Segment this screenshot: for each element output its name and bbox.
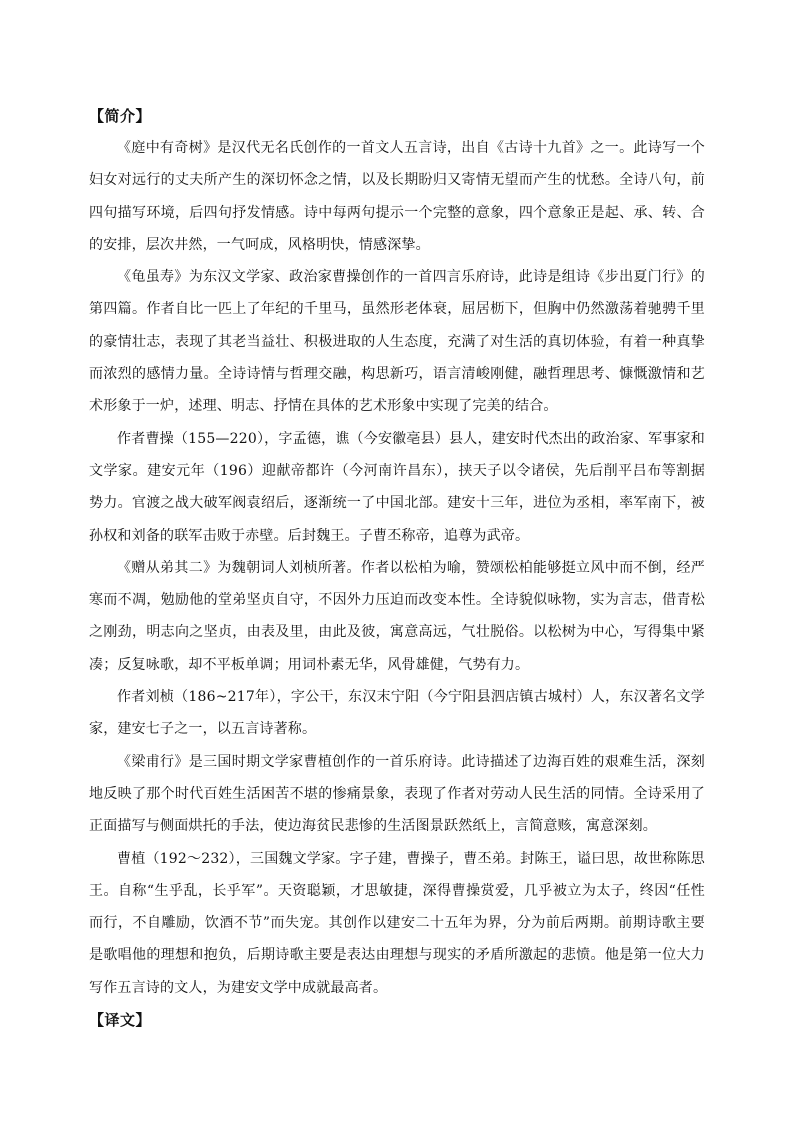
paragraph-guisuishou: 《龟虽寿》为东汉文学家、政治家曹操创作的一首四言乐府诗，此诗是组诗《步出夏门行》的第四篇。作者自比一匹上了年纪的千里马，虽然形老体衰，屈居枥下，但胸中仍然激荡着驰骋千里的豪情壮志，表现了其老当益壮、积极进取的人生态度，充满了对生活的真切体验，有着一种真挚而浓烈的感情力量。全诗诗情与哲理交融，构思新巧，语言清峻刚健，融哲理思考、慷慨激情和艺术形象于一炉，述理、明志、抒情在具体的艺术形象中实现了完美的结合。 [89, 269, 705, 415]
paragraph-author-caocao: 作者曹操（155—220），字孟德，谯（今安徽亳县）县人，建安时代杰出的政治家、军事家和文学家。建安元年（196）迎献帝都许（今河南许昌东），挟天子以令诸侯，先后削平吕布等割据势力。官渡之战大破军阀袁绍后，逐渐统一了中国北部。建安十三年，进位为丞相，率军南下，被孙权和刘备的联军击败于赤壁。后封魏王。子曹丕称帝，追尊为武帝。 [89, 430, 705, 544]
intro-heading: 【简介】 [89, 107, 152, 125]
paragraph-liangfuxing: 《梁甫行》是三国时期文学家曹植创作的一首乐府诗。此诗描述了边海百姓的艰难生活，深刻地反映了那个时代百姓生活困苦不堪的惨痛景象，表现了作者对劳动人民生活的同情。全诗采用了正面描写与侧面烘托的手法，使边海贫民悲惨的生活图景跃然纸上，言简意赅，寓意深刻。 [89, 753, 705, 835]
paragraph-author-caozhi: 曹植（192～232），三国魏文学家。字子建，曹操子，曹丕弟。封陈王，谥曰思，故世称陈思王。自称“生乎乱，长乎军”。天资聪颖，才思敏捷，深得曹操赏爱，几乎被立为太子，终因“任性而行，不自雕励，饮酒不节”而失宠。其创作以建安二十五年为界，分为前后两期。前期诗歌主要是歌唱他的理想和抱负，后期诗歌主要是表达由理想与现实的矛盾所激起的悲愤。他是第一位大力写作五言诗的文人，为建安文学中成就最高者。 [89, 850, 705, 996]
translation-heading: 【译文】 [89, 1011, 152, 1030]
paragraph-zengcongdi: 《赠从弟其二》为魏朝词人刘桢所著。作者以松柏为喻，赞颂松柏能够挺立风中而不倒，经严寒而不凋，勉励他的堂弟坚贞自守，不因外力压迫而改变本性。全诗貌似咏物，实为言志，借青松之刚劲，明志向之坚贞，由表及里，由此及彼，寓意高远，气壮脱俗。以松树为中心，写得集中紧凑；反复咏歌，却不平板单调；用词朴素无华，风骨雄健，气势有力。 [89, 559, 705, 673]
document-body [89, 100, 705, 1036]
paragraph-tingzhong-youqishu: 《庭中有奇树》是汉代无名氏创作的一首文人五言诗，出自《古诗十九首》之一。此诗写一个妇女对远行的丈夫所产生的深切怀念之情，以及长期盼归又寄情无望而产生的忧愁。全诗八句，前四句描写环境，后四句抒发情感。诗中每两句提示一个完整的意象，四个意象正是起、承、转、合的安排，层次井然，一气呵成，风格明快，情感深挚。 [89, 140, 705, 253]
paragraph-author-liuzhen: 作者刘桢（186~217年），字公干，东汉末宁阳（今宁阳县泗店镇古城村）人，东汉著名文学家，建安七子之一，以五言诗著称。 [89, 689, 705, 738]
